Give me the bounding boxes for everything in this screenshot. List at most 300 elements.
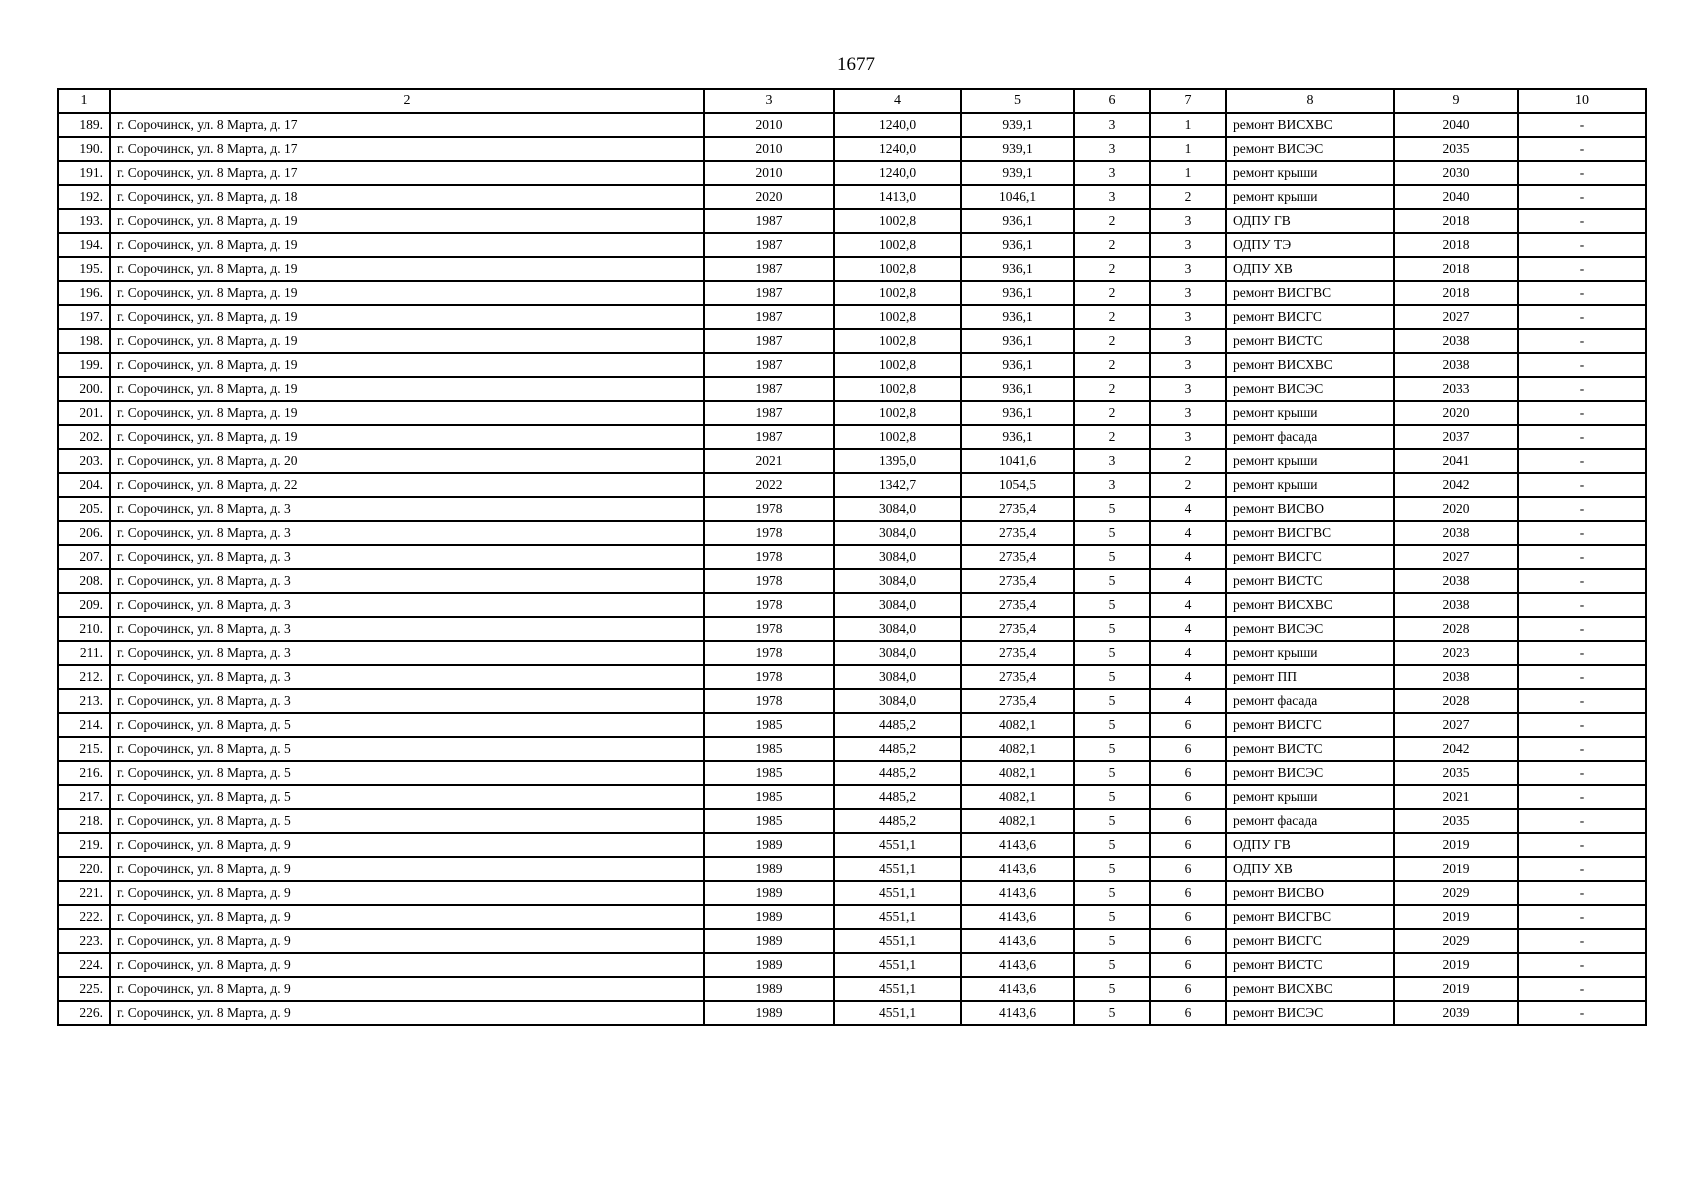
cell-note: - [1518, 857, 1646, 881]
cell-note: - [1518, 257, 1646, 281]
cell-planned-year: 2018 [1394, 257, 1518, 281]
cell-total-area: 3084,0 [834, 521, 961, 545]
cell-total-area: 1002,8 [834, 353, 961, 377]
cell-address: г. Сорочинск, ул. 8 Марта, д. 3 [110, 665, 704, 689]
cell-living-area: 4082,1 [961, 761, 1074, 785]
cell-living-area: 939,1 [961, 113, 1074, 137]
table-row [58, 809, 1646, 833]
cell-work-type: ремонт ВИСТС [1226, 737, 1394, 761]
cell-entrances: 6 [1150, 785, 1226, 809]
cell-row-index: 196. [58, 281, 110, 305]
table-row [58, 113, 1646, 137]
cell-note: - [1518, 833, 1646, 857]
col-header: 5 [961, 89, 1074, 113]
cell-planned-year: 2019 [1394, 857, 1518, 881]
cell-year-built: 2022 [704, 473, 834, 497]
cell-year-built: 1987 [704, 305, 834, 329]
cell-note: - [1518, 929, 1646, 953]
cell-address: г. Сорочинск, ул. 8 Марта, д. 9 [110, 953, 704, 977]
cell-row-index: 204. [58, 473, 110, 497]
table-row [58, 545, 1646, 569]
cell-year-built: 1985 [704, 713, 834, 737]
cell-total-area: 1240,0 [834, 113, 961, 137]
cell-planned-year: 2040 [1394, 113, 1518, 137]
cell-total-area: 1002,8 [834, 281, 961, 305]
cell-year-built: 1987 [704, 353, 834, 377]
cell-note: - [1518, 449, 1646, 473]
cell-living-area: 4143,6 [961, 953, 1074, 977]
cell-year-built: 1978 [704, 641, 834, 665]
cell-floors: 5 [1074, 929, 1150, 953]
cell-living-area: 936,1 [961, 329, 1074, 353]
cell-work-type: ремонт крыши [1226, 449, 1394, 473]
cell-row-index: 220. [58, 857, 110, 881]
table-row [58, 497, 1646, 521]
cell-row-index: 216. [58, 761, 110, 785]
cell-floors: 5 [1074, 641, 1150, 665]
cell-year-built: 1978 [704, 569, 834, 593]
cell-year-built: 1978 [704, 617, 834, 641]
col-header: 6 [1074, 89, 1150, 113]
cell-note: - [1518, 617, 1646, 641]
cell-work-type: ремонт ВИСТС [1226, 329, 1394, 353]
cell-year-built: 1989 [704, 881, 834, 905]
cell-floors: 5 [1074, 521, 1150, 545]
cell-total-area: 1002,8 [834, 305, 961, 329]
cell-address: г. Сорочинск, ул. 8 Марта, д. 9 [110, 1001, 704, 1025]
cell-planned-year: 2042 [1394, 737, 1518, 761]
cell-note: - [1518, 521, 1646, 545]
cell-total-area: 4551,1 [834, 857, 961, 881]
cell-work-type: ремонт крыши [1226, 641, 1394, 665]
cell-address: г. Сорочинск, ул. 8 Марта, д. 3 [110, 617, 704, 641]
cell-year-built: 1987 [704, 233, 834, 257]
cell-floors: 5 [1074, 905, 1150, 929]
cell-work-type: ремонт фасада [1226, 809, 1394, 833]
cell-planned-year: 2018 [1394, 209, 1518, 233]
cell-planned-year: 2030 [1394, 161, 1518, 185]
table-row [58, 305, 1646, 329]
cell-floors: 5 [1074, 785, 1150, 809]
cell-work-type: ремонт ВИСГВС [1226, 521, 1394, 545]
cell-floors: 5 [1074, 1001, 1150, 1025]
cell-planned-year: 2035 [1394, 809, 1518, 833]
cell-planned-year: 2027 [1394, 545, 1518, 569]
cell-year-built: 1987 [704, 401, 834, 425]
table-row [58, 377, 1646, 401]
cell-entrances: 6 [1150, 905, 1226, 929]
cell-planned-year: 2029 [1394, 881, 1518, 905]
cell-entrances: 4 [1150, 497, 1226, 521]
cell-note: - [1518, 689, 1646, 713]
cell-planned-year: 2028 [1394, 617, 1518, 641]
cell-address: г. Сорочинск, ул. 8 Марта, д. 3 [110, 521, 704, 545]
cell-floors: 2 [1074, 425, 1150, 449]
cell-row-index: 206. [58, 521, 110, 545]
cell-work-type: ремонт крыши [1226, 185, 1394, 209]
cell-entrances: 4 [1150, 569, 1226, 593]
cell-entrances: 6 [1150, 737, 1226, 761]
cell-total-area: 4551,1 [834, 953, 961, 977]
cell-floors: 5 [1074, 761, 1150, 785]
cell-total-area: 1002,8 [834, 425, 961, 449]
cell-total-area: 4485,2 [834, 809, 961, 833]
cell-note: - [1518, 305, 1646, 329]
cell-work-type: ремонт ВИСГВС [1226, 281, 1394, 305]
cell-planned-year: 2038 [1394, 593, 1518, 617]
cell-row-index: 197. [58, 305, 110, 329]
cell-entrances: 3 [1150, 281, 1226, 305]
col-header: 3 [704, 89, 834, 113]
cell-floors: 2 [1074, 257, 1150, 281]
table-row [58, 449, 1646, 473]
cell-living-area: 1041,6 [961, 449, 1074, 473]
cell-planned-year: 2041 [1394, 449, 1518, 473]
cell-note: - [1518, 713, 1646, 737]
cell-row-index: 205. [58, 497, 110, 521]
cell-total-area: 1002,8 [834, 401, 961, 425]
cell-planned-year: 2038 [1394, 353, 1518, 377]
cell-year-built: 1987 [704, 281, 834, 305]
cell-note: - [1518, 593, 1646, 617]
cell-entrances: 3 [1150, 233, 1226, 257]
cell-work-type: ремонт крыши [1226, 161, 1394, 185]
table-row [58, 737, 1646, 761]
cell-year-built: 2010 [704, 161, 834, 185]
table-row [58, 401, 1646, 425]
cell-row-index: 219. [58, 833, 110, 857]
table-row [58, 1001, 1646, 1025]
cell-living-area: 2735,4 [961, 665, 1074, 689]
cell-address: г. Сорочинск, ул. 8 Марта, д. 3 [110, 689, 704, 713]
cell-planned-year: 2040 [1394, 185, 1518, 209]
cell-note: - [1518, 281, 1646, 305]
cell-work-type: ремонт ВИСХВС [1226, 353, 1394, 377]
cell-year-built: 1978 [704, 521, 834, 545]
header-row [58, 89, 1646, 113]
cell-total-area: 4485,2 [834, 713, 961, 737]
cell-address: г. Сорочинск, ул. 8 Марта, д. 19 [110, 353, 704, 377]
cell-row-index: 210. [58, 617, 110, 641]
cell-note: - [1518, 905, 1646, 929]
table-row [58, 905, 1646, 929]
cell-note: - [1518, 761, 1646, 785]
cell-year-built: 1985 [704, 737, 834, 761]
cell-total-area: 3084,0 [834, 569, 961, 593]
cell-floors: 5 [1074, 593, 1150, 617]
cell-total-area: 3084,0 [834, 497, 961, 521]
cell-entrances: 4 [1150, 521, 1226, 545]
cell-row-index: 214. [58, 713, 110, 737]
col-header: 9 [1394, 89, 1518, 113]
table-row [58, 209, 1646, 233]
cell-total-area: 1002,8 [834, 377, 961, 401]
cell-year-built: 1989 [704, 977, 834, 1001]
cell-entrances: 4 [1150, 665, 1226, 689]
cell-address: г. Сорочинск, ул. 8 Марта, д. 22 [110, 473, 704, 497]
cell-living-area: 4143,6 [961, 929, 1074, 953]
table-row [58, 329, 1646, 353]
cell-address: г. Сорочинск, ул. 8 Марта, д. 19 [110, 257, 704, 281]
cell-address: г. Сорочинск, ул. 8 Марта, д. 17 [110, 161, 704, 185]
cell-floors: 5 [1074, 953, 1150, 977]
cell-address: г. Сорочинск, ул. 8 Марта, д. 17 [110, 113, 704, 137]
cell-note: - [1518, 977, 1646, 1001]
cell-entrances: 4 [1150, 689, 1226, 713]
cell-row-index: 224. [58, 953, 110, 977]
cell-address: г. Сорочинск, ул. 8 Марта, д. 9 [110, 857, 704, 881]
cell-total-area: 4551,1 [834, 1001, 961, 1025]
cell-year-built: 1987 [704, 377, 834, 401]
cell-note: - [1518, 953, 1646, 977]
cell-address: г. Сорочинск, ул. 8 Марта, д. 17 [110, 137, 704, 161]
cell-note: - [1518, 785, 1646, 809]
cell-total-area: 4551,1 [834, 833, 961, 857]
cell-address: г. Сорочинск, ул. 8 Марта, д. 5 [110, 737, 704, 761]
table-row [58, 689, 1646, 713]
cell-row-index: 218. [58, 809, 110, 833]
cell-work-type: ремонт ВИСЭС [1226, 617, 1394, 641]
cell-planned-year: 2019 [1394, 977, 1518, 1001]
cell-row-index: 192. [58, 185, 110, 209]
cell-living-area: 939,1 [961, 137, 1074, 161]
cell-address: г. Сорочинск, ул. 8 Марта, д. 20 [110, 449, 704, 473]
cell-planned-year: 2038 [1394, 521, 1518, 545]
cell-floors: 2 [1074, 329, 1150, 353]
table-row [58, 713, 1646, 737]
cell-planned-year: 2039 [1394, 1001, 1518, 1025]
cell-work-type: ОДПУ ГВ [1226, 209, 1394, 233]
cell-living-area: 4143,6 [961, 833, 1074, 857]
cell-planned-year: 2037 [1394, 425, 1518, 449]
cell-living-area: 4082,1 [961, 809, 1074, 833]
cell-planned-year: 2033 [1394, 377, 1518, 401]
cell-note: - [1518, 233, 1646, 257]
cell-note: - [1518, 401, 1646, 425]
cell-entrances: 6 [1150, 1001, 1226, 1025]
cell-address: г. Сорочинск, ул. 8 Марта, д. 3 [110, 497, 704, 521]
cell-address: г. Сорочинск, ул. 8 Марта, д. 3 [110, 569, 704, 593]
cell-row-index: 199. [58, 353, 110, 377]
cell-floors: 2 [1074, 377, 1150, 401]
cell-address: г. Сорочинск, ул. 8 Марта, д. 19 [110, 281, 704, 305]
col-header: 4 [834, 89, 961, 113]
cell-address: г. Сорочинск, ул. 8 Марта, д. 18 [110, 185, 704, 209]
cell-entrances: 6 [1150, 929, 1226, 953]
cell-row-index: 209. [58, 593, 110, 617]
cell-total-area: 1002,8 [834, 329, 961, 353]
cell-living-area: 936,1 [961, 257, 1074, 281]
cell-living-area: 2735,4 [961, 497, 1074, 521]
cell-row-index: 203. [58, 449, 110, 473]
cell-total-area: 4485,2 [834, 737, 961, 761]
cell-floors: 2 [1074, 233, 1150, 257]
cell-work-type: ОДПУ ТЭ [1226, 233, 1394, 257]
cell-entrances: 3 [1150, 377, 1226, 401]
cell-address: г. Сорочинск, ул. 8 Марта, д. 19 [110, 329, 704, 353]
cell-living-area: 4082,1 [961, 713, 1074, 737]
cell-year-built: 1978 [704, 593, 834, 617]
cell-year-built: 1987 [704, 257, 834, 281]
cell-entrances: 3 [1150, 353, 1226, 377]
cell-row-index: 226. [58, 1001, 110, 1025]
table-row [58, 161, 1646, 185]
cell-entrances: 2 [1150, 185, 1226, 209]
cell-entrances: 6 [1150, 977, 1226, 1001]
cell-floors: 3 [1074, 473, 1150, 497]
cell-floors: 5 [1074, 809, 1150, 833]
page-number: 1677 [837, 54, 875, 75]
cell-row-index: 191. [58, 161, 110, 185]
cell-entrances: 6 [1150, 833, 1226, 857]
cell-work-type: ремонт ПП [1226, 665, 1394, 689]
cell-work-type: ремонт ВИСВО [1226, 497, 1394, 521]
cell-work-type: ремонт ВИСГВС [1226, 905, 1394, 929]
cell-row-index: 223. [58, 929, 110, 953]
cell-living-area: 936,1 [961, 281, 1074, 305]
cell-total-area: 4551,1 [834, 977, 961, 1001]
table-row [58, 257, 1646, 281]
cell-living-area: 4143,6 [961, 1001, 1074, 1025]
cell-planned-year: 2019 [1394, 953, 1518, 977]
table-row [58, 641, 1646, 665]
cell-address: г. Сорочинск, ул. 8 Марта, д. 5 [110, 809, 704, 833]
cell-year-built: 1978 [704, 497, 834, 521]
cell-total-area: 1240,0 [834, 137, 961, 161]
table-row [58, 233, 1646, 257]
cell-total-area: 4551,1 [834, 929, 961, 953]
cell-entrances: 3 [1150, 425, 1226, 449]
cell-floors: 3 [1074, 449, 1150, 473]
cell-address: г. Сорочинск, ул. 8 Марта, д. 19 [110, 401, 704, 425]
cell-total-area: 1413,0 [834, 185, 961, 209]
cell-year-built: 2020 [704, 185, 834, 209]
cell-entrances: 3 [1150, 329, 1226, 353]
cell-work-type: ремонт ВИСГС [1226, 545, 1394, 569]
cell-row-index: 211. [58, 641, 110, 665]
table-row [58, 521, 1646, 545]
cell-work-type: ремонт ВИСГС [1226, 713, 1394, 737]
cell-living-area: 936,1 [961, 425, 1074, 449]
cell-year-built: 1987 [704, 425, 834, 449]
cell-floors: 5 [1074, 617, 1150, 641]
cell-note: - [1518, 881, 1646, 905]
cell-address: г. Сорочинск, ул. 8 Марта, д. 9 [110, 905, 704, 929]
cell-year-built: 1985 [704, 761, 834, 785]
cell-planned-year: 2027 [1394, 305, 1518, 329]
cell-total-area: 1002,8 [834, 233, 961, 257]
cell-floors: 5 [1074, 545, 1150, 569]
cell-note: - [1518, 161, 1646, 185]
cell-entrances: 6 [1150, 761, 1226, 785]
cell-note: - [1518, 1001, 1646, 1025]
cell-living-area: 2735,4 [961, 569, 1074, 593]
cell-work-type: ОДПУ ХВ [1226, 857, 1394, 881]
cell-year-built: 1989 [704, 1001, 834, 1025]
cell-work-type: ОДПУ ХВ [1226, 257, 1394, 281]
table-row [58, 281, 1646, 305]
cell-address: г. Сорочинск, ул. 8 Марта, д. 9 [110, 977, 704, 1001]
cell-address: г. Сорочинск, ул. 8 Марта, д. 19 [110, 425, 704, 449]
cell-living-area: 939,1 [961, 161, 1074, 185]
cell-entrances: 3 [1150, 401, 1226, 425]
cell-note: - [1518, 329, 1646, 353]
cell-floors: 2 [1074, 353, 1150, 377]
table-row [58, 617, 1646, 641]
cell-living-area: 2735,4 [961, 617, 1074, 641]
cell-living-area: 936,1 [961, 233, 1074, 257]
cell-living-area: 4143,6 [961, 881, 1074, 905]
cell-year-built: 1987 [704, 209, 834, 233]
cell-living-area: 2735,4 [961, 545, 1074, 569]
table-row [58, 929, 1646, 953]
cell-total-area: 1342,7 [834, 473, 961, 497]
table-row [58, 857, 1646, 881]
cell-entrances: 2 [1150, 449, 1226, 473]
cell-note: - [1518, 353, 1646, 377]
cell-row-index: 189. [58, 113, 110, 137]
cell-year-built: 1989 [704, 833, 834, 857]
cell-planned-year: 2020 [1394, 497, 1518, 521]
cell-floors: 3 [1074, 185, 1150, 209]
cell-row-index: 193. [58, 209, 110, 233]
cell-work-type: ремонт ВИСТС [1226, 953, 1394, 977]
cell-row-index: 198. [58, 329, 110, 353]
cell-floors: 3 [1074, 161, 1150, 185]
cell-year-built: 1989 [704, 953, 834, 977]
cell-address: г. Сорочинск, ул. 8 Марта, д. 9 [110, 881, 704, 905]
cell-total-area: 1395,0 [834, 449, 961, 473]
cell-total-area: 3084,0 [834, 545, 961, 569]
cell-address: г. Сорочинск, ул. 8 Марта, д. 3 [110, 641, 704, 665]
cell-work-type: ОДПУ ГВ [1226, 833, 1394, 857]
cell-floors: 5 [1074, 497, 1150, 521]
cell-work-type: ремонт ВИСГС [1226, 305, 1394, 329]
cell-note: - [1518, 665, 1646, 689]
cell-floors: 5 [1074, 833, 1150, 857]
table-row [58, 353, 1646, 377]
cell-floors: 5 [1074, 713, 1150, 737]
table-row [58, 761, 1646, 785]
cell-entrances: 4 [1150, 617, 1226, 641]
cell-work-type: ремонт ВИСЭС [1226, 137, 1394, 161]
cell-note: - [1518, 209, 1646, 233]
cell-entrances: 6 [1150, 713, 1226, 737]
cell-floors: 2 [1074, 305, 1150, 329]
cell-address: г. Сорочинск, ул. 8 Марта, д. 3 [110, 545, 704, 569]
cell-row-index: 200. [58, 377, 110, 401]
cell-address: г. Сорочинск, ул. 8 Марта, д. 3 [110, 593, 704, 617]
cell-address: г. Сорочинск, ул. 8 Марта, д. 5 [110, 785, 704, 809]
table-row [58, 881, 1646, 905]
cell-planned-year: 2023 [1394, 641, 1518, 665]
cell-note: - [1518, 185, 1646, 209]
cell-entrances: 4 [1150, 641, 1226, 665]
cell-year-built: 1989 [704, 929, 834, 953]
cell-entrances: 4 [1150, 593, 1226, 617]
table-row [58, 593, 1646, 617]
cell-work-type: ремонт ВИСХВС [1226, 113, 1394, 137]
cell-address: г. Сорочинск, ул. 8 Марта, д. 9 [110, 833, 704, 857]
cell-row-index: 222. [58, 905, 110, 929]
cell-note: - [1518, 473, 1646, 497]
cell-living-area: 1054,5 [961, 473, 1074, 497]
cell-year-built: 1978 [704, 545, 834, 569]
cell-floors: 5 [1074, 857, 1150, 881]
cell-living-area: 936,1 [961, 353, 1074, 377]
cell-living-area: 4143,6 [961, 857, 1074, 881]
table-row [58, 977, 1646, 1001]
